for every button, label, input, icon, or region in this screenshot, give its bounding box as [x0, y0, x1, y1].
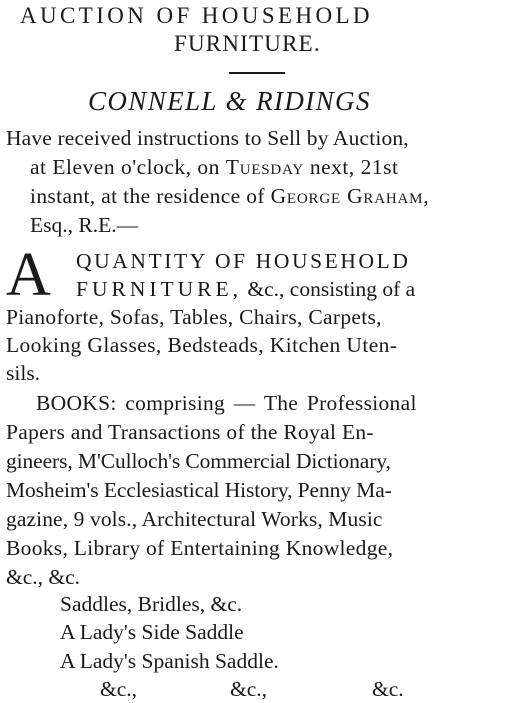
drop-cap: A [6, 241, 51, 309]
furniture-line-5: sils. [6, 361, 41, 385]
intro-line-2: at Eleven o'clock, on Tuesday next, 21st [30, 155, 399, 179]
headline-subtitle: FURNITURE. [174, 31, 321, 56]
books-line-7: &c., &c. [6, 565, 81, 589]
divider-rule [229, 72, 285, 74]
books-line-1: BOOKS: comprising — The Professional [36, 391, 417, 415]
furniture-line-2: FURNITURE, &c., consisting of a [76, 277, 416, 301]
small-caps-name: Tuesday [225, 155, 304, 179]
intro-line-3: instant, at the residence of George Graham, [30, 184, 429, 208]
etc-1: &c., [100, 677, 138, 701]
extras-line-3: A Lady's Spanish Saddle. [60, 649, 279, 673]
etc-3: &c. [372, 677, 404, 701]
books-line-4: Mosheim's Ecclesiastical History, Penny Ma- [6, 478, 392, 502]
furniture-line-3: Pianoforte, Sofas, Tables, Chairs, Carpets, [6, 305, 382, 329]
headline: AUCTION OF HOUSEHOLD [20, 3, 373, 28]
extras-line-2: A Lady's Side Saddle [60, 620, 244, 644]
intro-line-4: Esq., R.E.— [30, 213, 139, 237]
furniture-line-4: Looking Glasses, Bedsteads, Kitchen Uten- [6, 333, 398, 357]
books-line-5: gazine, 9 vols., Architectural Works, Music [6, 507, 383, 531]
furniture-line-1: QUANTITY OF HOUSEHOLD [76, 249, 411, 273]
books-line-2: Papers and Transactions of the Royal En- [6, 420, 374, 444]
books-line-3: gineers, M'Culloch's Commercial Dictionary, [6, 449, 391, 473]
auctioneer-name: CONNELL & RIDINGS [88, 86, 371, 116]
extras-line-1: Saddles, Bridles, &c. [60, 592, 243, 616]
intro-line-1: Have received instructions to Sell by Auction, [6, 126, 409, 150]
small-caps-name: George Graham [270, 184, 424, 208]
books-line-6: Books, Library of Entertaining Knowledge, [6, 536, 394, 560]
etc-2: &c., [230, 677, 268, 701]
